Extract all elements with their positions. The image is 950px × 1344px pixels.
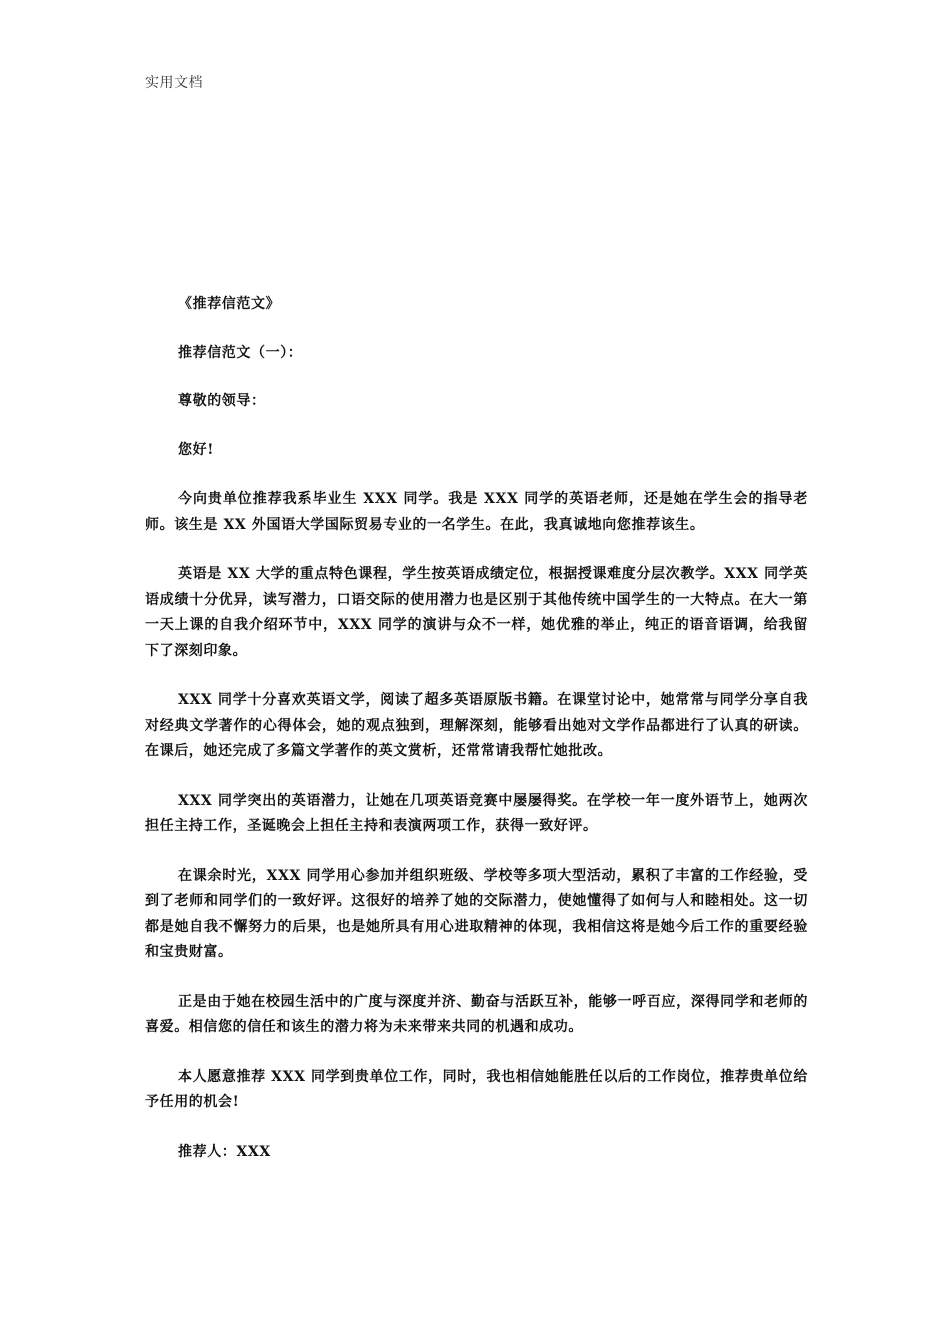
document-subtitle: 推荐信范文（一）： — [178, 344, 303, 361]
paragraph-2: 英语是 XX 大学的重点特色课程，学生按英语成绩定位，根据授课难度分层次教学。XXX 同学英语成绩十分优异，读写潜力，口语交际的使用潜力也是区别于其他传统中国学生的一大特点。在大一第一天上课的自我介绍环节中，XXX 同学的演讲与众不一样，她优雅的举止，纯正的语音语调，给我留下了深刻印象。 — [145, 566, 808, 659]
paragraph-4: XXX 同学突出的英语潜力，让她在几项英语竞赛中屡屡得奖。在学校一年一度外语节上，她两次担任主持工作，圣诞晚会上担任主持和表演两项工作，获得一致好评。 — [145, 792, 808, 834]
signature: 推荐人：XXX — [178, 1143, 271, 1160]
letter-body — [145, 292, 808, 1165]
paragraph-1: 今向贵单位推荐我系毕业生 XXX 同学。我是 XXX 同学的英语老师，还是她在学生会的指导老师。该生是 XX 外国语大学国际贸易专业的一名学生。在此，我真诚地向您推荐该生。 — [145, 491, 808, 533]
page-header-label: 实用文档 — [145, 75, 203, 91]
paragraph-3: XXX 同学十分喜欢英语文学，阅读了超多英语原版书籍。在课堂讨论中，她常常与同学分享自我对经典文学著作的心得体会，她的观点独到，理解深刻，能够看出她对文学作品都进行了认真的研读。在课后，她还完成了多篇文学著作的英文赏析，还常常请我帮忙她批改。 — [145, 692, 808, 759]
paragraph-7: 本人愿意推荐 XXX 同学到贵单位工作，同时，我也相信她能胜任以后的工作岗位，推荐贵单位给予任用的机会! — [145, 1068, 808, 1110]
salutation: 尊敬的领导： — [178, 393, 266, 409]
document-title: 《推荐信范文》 — [178, 296, 281, 312]
paragraph-6: 正是由于她在校园生活中的广度与深度并济、勤奋与活跃互补，能够一呼百应，深得同学和老师的喜爱。相信您的信任和该生的潜力将为未来带来共同的机遇和成功。 — [145, 993, 808, 1035]
paragraph-5: 在课余时光，XXX 同学用心参加并组织班级、学校等多项大型活动，累积了丰富的工作经验，受到了老师和同学们的一致好评。这很好的培养了她的交际潜力，使她懂得了如何与人和睦相处。这一切都是她自我不懈努力的后果，也是她所具有用心进取精神的体现，我相信这将是她今后工作的重要经验和宝贵财富。 — [145, 867, 808, 960]
greeting: 您好! — [178, 441, 214, 458]
